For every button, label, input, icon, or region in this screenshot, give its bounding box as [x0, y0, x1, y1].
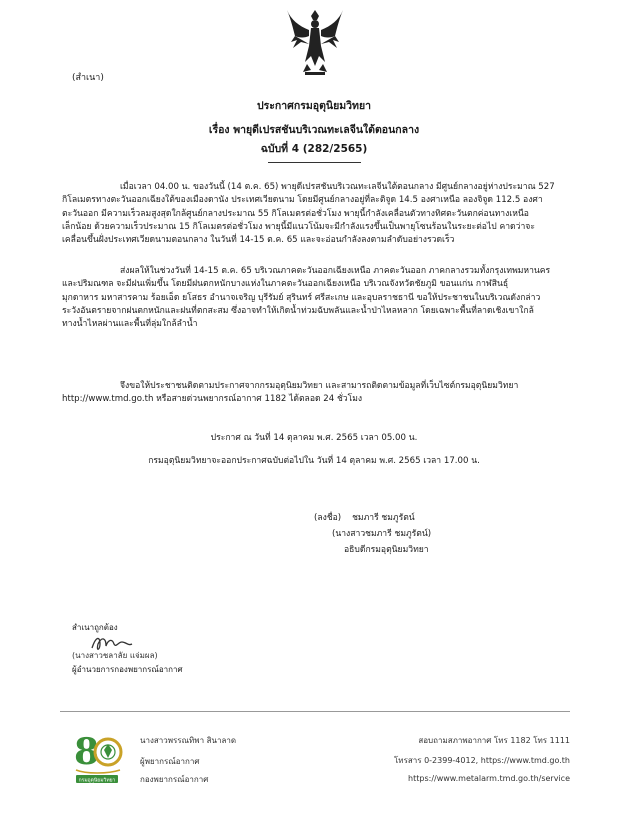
paragraph-text: ระวังอันตรายจากฝนตกหนักและฝนที่ตกสะสม ซึ่งอาจทำให้เกิดน้ำท่วมฉับพลันและน้ำป่าไหลหลาก โดยเฉพาะพื้นที่ลาดเชิงเขาใกล้ — [62, 305, 534, 316]
garuda-emblem — [285, 6, 345, 78]
paragraph-impact — [62, 265, 568, 332]
paragraph-storm-position — [62, 181, 568, 248]
contact-fax: โทรสาร 0-2399-4012, https://www.tmd.go.th — [394, 756, 570, 765]
signature-line: (ลงชื่อ) ชมภารี ชมภูรัตน์ — [314, 513, 415, 523]
announcement-issue-number: ฉบับที่ 4 (282/2565) — [260, 143, 368, 155]
paragraph-text: เล็กน้อย ด้วยความเร็วประมาณ 15 กิโลเมตรต่อชั่วโมง พายุนี้มีแนวโน้มจะมีกำลังแรงขึ้นเป็นพายุโซนร้อนในระยะต่อไป คาดว่าจะ — [62, 221, 535, 232]
paragraph-follow-up — [62, 380, 568, 407]
certifier-name: (นางสาวชลาลัย แจ่มผล) — [72, 651, 158, 660]
signature-position: อธิบดีกรมอุตุนิยมวิทยา — [344, 545, 429, 555]
announcement-subject: เรื่อง พายุดีเปรสชันบริเวณทะเลจีนใต้ตอนกลาง — [208, 124, 420, 136]
paragraph-text: และปริมณฑล จะมีฝนเพิ่มขึ้น โดยมีฝนตกหนักบางแห่งในภาคตะวันออกเฉียงเหนือ บริเวณจังหวัดชัยภูมิ ขอนแก่น กาฬสินธุ์ — [62, 279, 509, 290]
signature-full-name: (นางสาวชมภารี ชมภูรัตน์) — [332, 529, 432, 539]
forecaster-name: นางสาวพรรณทิพา สินาลาด — [140, 736, 237, 745]
copy-label: (สำเนา) — [72, 73, 104, 83]
certified-copy-label: สำเนาถูกต้อง — [72, 623, 118, 632]
announcement-title: ประกาศกรมอุตุนิยมวิทยา — [256, 100, 372, 112]
tmd-80-year-logo — [70, 730, 124, 792]
paragraph-text: จึงขอให้ประชาชนติดตามประกาศจากกรมอุตุนิยมวิทยา และสามารถติดตามข้อมูลที่เว็บไซต์กรมอุตุนิยมวิทยา — [120, 381, 519, 391]
paragraph-text: มุกดาหาร มหาสารคาม ร้อยเอ็ด ยโสธร อำนาจเจริญ บุรีรัมย์ สุรินทร์ ศรีสะเกษ และอุบลราชธานี ขอให้ประชาชนในบริเวณดังกล่าว — [62, 292, 541, 303]
paragraph-text: http://www.tmd.go.th หรือสายด่วนพยากรณ์อากาศ 1182 ได้ตลอด 24 ชั่วโมง — [62, 394, 363, 405]
paragraph-text: ตะวันออก มีความเร็วลมสูงสุดใกล้ศูนย์กลางประมาณ 55 กิโลเมตรต่อชั่วโมง พายุนี้กำลังเคลื่อนตัวทางทิศตะวันตกค่อนทางเหนือ — [62, 208, 529, 219]
forecaster-division: กองพยากรณ์อากาศ — [140, 775, 209, 784]
title-divider — [268, 162, 361, 163]
svg-text:8: 8 — [74, 731, 100, 773]
next-notice: กรมอุตุนิยมวิทยาจะออกประกาศฉบับต่อไปใน วันที่ 14 ตุลาคม พ.ศ. 2565 เวลา 17.00 น. — [148, 456, 480, 466]
metalarm-link[interactable]: https://www.metalarm.tmd.go.th/service — [408, 774, 570, 783]
paragraph-text: ทางน้ำไหลผ่านและพื้นที่ลุ่มใกล้ลำน้ำ — [62, 319, 198, 330]
announced-date: ประกาศ ณ วันที่ 14 ตุลาคม พ.ศ. 2565 เวลา 05.00 น. — [210, 433, 418, 443]
paragraph-text: เมื่อเวลา 04.00 น. ของวันนี้ (14 ต.ค. 65) พายุดีเปรสชันบริเวณทะเลจีนใต้ตอนกลาง มีศูนย์กลางอยู่ห่างประมาณ 527 — [120, 182, 555, 192]
certifier-position: ผู้อำนวยการกองพยากรณ์อากาศ — [72, 665, 183, 674]
svg-text:กรมอุตุนิยมวิทยา: กรมอุตุนิยมวิทยา — [78, 777, 116, 784]
paragraph-text: เคลื่อนขึ้นฝั่งประเทศเวียดนามตอนกลาง ในวันที่ 14-15 ต.ค. 65 และจะอ่อนกำลังลงตามลำดับอย่างรวดเร็ว — [62, 235, 455, 246]
forecaster-role: ผู้พยากรณ์อากาศ — [140, 757, 200, 766]
paragraph-text: กิโลเมตรทางตะวันออกเฉียงใต้ของเมืองดานัง ประเทศเวียดนาม โดยมีศูนย์กลางอยู่ที่ละติจูด 14.5 องศาเหนือ ลองจิจูด 112.5 องศา — [62, 195, 543, 206]
footer-divider — [60, 711, 570, 712]
contact-hotline: สอบถามสภาพอากาศ โทร 1182 โทร 1111 — [418, 736, 570, 745]
paragraph-text: ส่งผลให้ในช่วงวันที่ 14-15 ต.ค. 65 บริเวณภาคตะวันออกเฉียงเหนือ ภาคตะวันออก ภาคกลางรวมทั้งกรุงเทพมหานคร — [120, 266, 551, 276]
